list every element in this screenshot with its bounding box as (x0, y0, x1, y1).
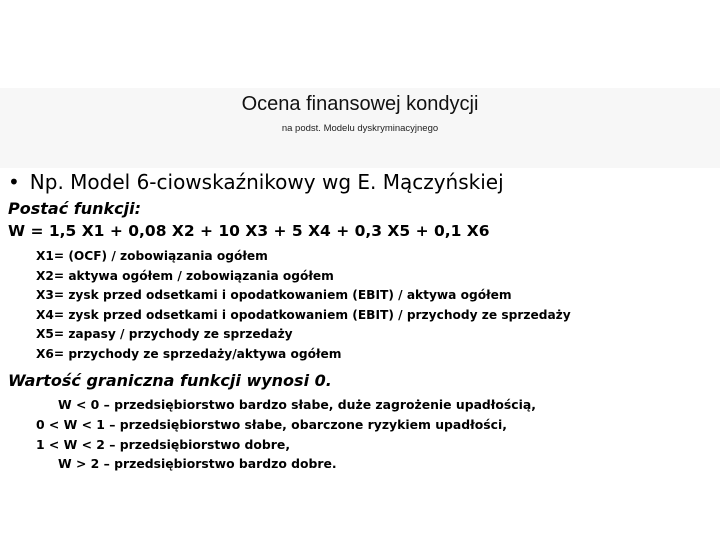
slide-subtitle: na podst. Modelu dyskryminacyjnego (281, 123, 439, 134)
variable-list (36, 247, 571, 365)
formula: W = 1,5 X1 + 0,08 X2 + 10 X3 + 5 X4 + 0,3 X5 + 0,1 X6 (8, 222, 490, 240)
bullet-heading (8, 170, 504, 194)
threshold-text: Wartość graniczna funkcji wynosi 0. (8, 371, 332, 390)
range-item: W < 0 – przedsiębiorstwo bardzo słabe, duże zagrożenie upadłością, (58, 397, 536, 412)
variable-item: X3= zysk przed odsetkami i opodatkowaniem (EBIT) / aktywa ogółem (36, 288, 512, 303)
bullet-icon: • (8, 170, 20, 194)
range-item: W > 2 – przedsiębiorstwo bardzo dobre. (58, 456, 337, 472)
slide-title: Ocena finansowej kondycji (241, 93, 479, 115)
function-label: Postać funkcji: (8, 199, 141, 218)
variable-item: X4= zysk przed odsetkami i opodatkowaniem (EBIT) / przychody ze sprzedaży (36, 307, 571, 322)
variable-item: X6= przychody ze sprzedaży/aktywa ogółem (36, 346, 342, 361)
range-list (36, 395, 536, 474)
variable-item: X5= zapasy / przychody ze sprzedaży (36, 327, 293, 342)
heading-text: Np. Model 6-ciowskaźnikowy wg E. Mączyńskiej (29, 170, 504, 194)
range-item: 1 < W < 2 – przedsiębiorstwo dobre, (36, 436, 291, 452)
range-item: 0 < W < 1 – przedsiębiorstwo słabe, obarczone ryzykiem upadłości, (36, 416, 507, 432)
variable-item: X1= (OCF) / zobowiązania ogółem (36, 249, 268, 263)
variable-item: X2= aktywa ogółem / zobowiązania ogółem (36, 268, 334, 283)
